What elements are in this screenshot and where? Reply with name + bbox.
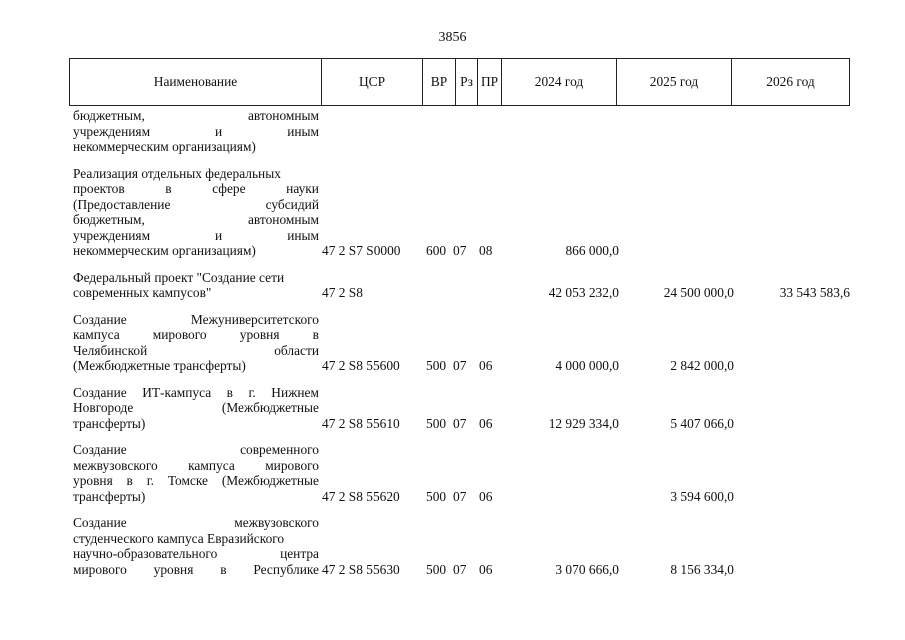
table-header — [69, 58, 850, 106]
row-name-word: (Межбюджетные трансферты) — [73, 358, 246, 373]
row-name-word: учреждениям — [73, 227, 151, 243]
row-vr: 500 — [426, 561, 447, 577]
row-name-word: Межуниверситетского — [190, 311, 319, 327]
row-rz: 07 — [453, 243, 467, 258]
row-name — [73, 312, 319, 374]
row-name-word: уровня — [239, 327, 280, 342]
row-name-word: мирового — [152, 327, 207, 342]
row-2024: 4 000 000,0 — [555, 358, 619, 373]
row-name-line — [73, 385, 319, 401]
row-csr: 47 2 S8 55600 — [322, 358, 400, 373]
row-name-word: мирового — [73, 561, 127, 577]
row-name-word: уровня — [153, 561, 194, 577]
row-name-word: г. — [146, 473, 155, 488]
row-name-word: Создание — [73, 515, 127, 530]
header-2025: 2025 год — [617, 59, 732, 105]
row-name-word: бюджетным, — [73, 212, 145, 227]
row-name-word: автономным — [247, 108, 319, 123]
row-name-word: центра — [280, 546, 319, 561]
row-name-line — [73, 270, 319, 286]
row-name-word: учреждениям — [73, 123, 151, 139]
row-rz: 07 — [453, 561, 467, 577]
row-name-word: Федеральный проект "Создание сети — [73, 269, 285, 285]
row-name-line — [73, 312, 319, 328]
header-rz: Рз — [456, 59, 478, 105]
row-name-word: кампуса — [188, 457, 235, 473]
row-name-word: (Предоставление — [73, 196, 171, 212]
row-name-line — [73, 108, 319, 124]
row-name-line — [73, 166, 319, 182]
row-name-word: (Межбюджетные — [221, 473, 319, 488]
row-name-word: иным — [287, 123, 319, 139]
row-name — [73, 166, 319, 259]
row-name-word: Создание — [73, 311, 127, 327]
row-name-word: в — [226, 384, 233, 400]
row-csr: 47 2 S8 55620 — [322, 488, 400, 504]
row-name-word: некоммерческим организациям) — [73, 243, 256, 258]
row-name-word: научно-образовательного — [73, 546, 218, 561]
row-name-line — [73, 197, 319, 213]
row-name-word: современного — [240, 442, 319, 457]
row-name-word: студенческого кампуса Евразийского — [73, 530, 285, 546]
row-2025: 24 500 000,0 — [663, 285, 734, 300]
row-name-word: в — [312, 327, 319, 342]
row-name-word: проектов — [73, 181, 125, 196]
row-name-line — [73, 243, 319, 259]
header-name: Наименование — [70, 59, 322, 105]
row-name-word: Нижнем — [271, 384, 319, 400]
row-name-line — [73, 458, 319, 474]
row-vr: 500 — [426, 358, 447, 373]
row-name-line — [73, 228, 319, 244]
header-vr: ВР — [423, 59, 456, 105]
header-2026: 2026 год — [766, 74, 815, 89]
row-name-line — [73, 358, 319, 374]
row-name-word: в — [165, 181, 172, 196]
row-vr: 600 — [426, 243, 447, 258]
row-name-word: трансферты) — [73, 488, 146, 504]
page-number: 3856 — [438, 30, 467, 45]
header-2024: 2024 год — [502, 59, 617, 105]
row-name-word: межвузовского — [73, 457, 158, 473]
row-name-word: Челябинской — [73, 342, 148, 358]
row-name-line — [73, 515, 319, 531]
row-name-line — [73, 400, 319, 416]
row-name-word: ИТ-кампуса — [142, 384, 212, 400]
row-2025: 2 842 000,0 — [670, 358, 734, 373]
row-name-word: и — [215, 123, 223, 139]
row-name-line — [73, 343, 319, 359]
row-name-word: области — [274, 342, 319, 358]
row-2025: 8 156 334,0 — [670, 561, 734, 577]
row-name-line — [73, 562, 319, 578]
row-name-line — [73, 416, 319, 432]
row-pr: 06 — [479, 415, 493, 431]
row-2024: 42 053 232,0 — [548, 285, 619, 300]
row-name-word: в — [220, 561, 227, 577]
row-pr: 06 — [479, 358, 493, 373]
row-name — [73, 270, 319, 301]
row-name-word: Создание — [73, 442, 127, 457]
row-name-line — [73, 212, 319, 228]
row-pr: 08 — [479, 243, 493, 258]
row-2025: 3 594 600,0 — [670, 488, 734, 504]
row-name-word: мирового — [265, 457, 319, 473]
row-csr: 47 2 S7 S0000 — [322, 243, 401, 258]
row-name-word: современных кампусов" — [73, 285, 212, 300]
row-name-word: (Межбюджетные — [221, 400, 319, 415]
row-2025: 5 407 066,0 — [670, 415, 734, 431]
row-2024: 3 070 666,0 — [555, 561, 619, 577]
row-rz: 07 — [453, 488, 467, 504]
row-name — [73, 515, 319, 577]
row-name-line — [73, 327, 319, 343]
row-2026: 33 543 583,6 — [779, 285, 850, 300]
row-name-word: и — [215, 227, 223, 243]
row-csr: 47 2 S8 55630 — [322, 561, 400, 577]
row-name-line — [73, 139, 319, 155]
row-name-line — [73, 285, 319, 301]
row-name-word: Создание — [73, 384, 127, 400]
row-name-word: уровня — [73, 473, 113, 488]
header-pr: ПР — [478, 59, 502, 105]
row-csr: 47 2 S8 — [322, 285, 363, 300]
row-name-word: науки — [286, 181, 319, 196]
row-name-line — [73, 181, 319, 197]
row-name — [73, 385, 319, 432]
row-pr: 06 — [479, 561, 493, 577]
row-name-line — [73, 442, 319, 458]
row-name-word: субсидий — [265, 196, 319, 212]
row-name — [73, 108, 319, 155]
row-2024: 12 929 334,0 — [548, 415, 619, 431]
row-rz: 07 — [453, 415, 467, 431]
row-name-word: Томске — [167, 473, 208, 488]
row-name-word: Реализация отдельных федеральных — [73, 165, 281, 181]
row-name-line — [73, 124, 319, 140]
row-pr: 06 — [479, 488, 493, 504]
row-name-word: иным — [287, 227, 319, 243]
row-name-line — [73, 489, 319, 505]
row-name-word: г. — [248, 384, 256, 400]
row-name-word: трансферты) — [73, 415, 146, 431]
row-vr: 500 — [426, 488, 447, 504]
row-2024: 866 000,0 — [565, 243, 619, 258]
row-name-line — [73, 473, 319, 489]
row-name-word: межвузовского — [234, 515, 319, 530]
row-name-word: Новгороде — [73, 400, 134, 415]
row-name-word: автономным — [247, 212, 319, 227]
header-csr: ЦСР — [322, 59, 423, 105]
row-name-word: кампуса — [73, 327, 120, 342]
row-name — [73, 442, 319, 504]
row-rz: 07 — [453, 358, 467, 373]
row-name-word: сфере — [212, 181, 246, 196]
row-name-word: некоммерческим организациям) — [73, 139, 256, 154]
row-name-word: в — [126, 473, 133, 488]
row-name-line — [73, 531, 319, 547]
row-name-line — [73, 546, 319, 562]
row-name-word: бюджетным, — [73, 108, 145, 123]
row-vr: 500 — [426, 415, 447, 431]
row-csr: 47 2 S8 55610 — [322, 415, 400, 431]
row-name-word: Республике — [253, 561, 319, 577]
